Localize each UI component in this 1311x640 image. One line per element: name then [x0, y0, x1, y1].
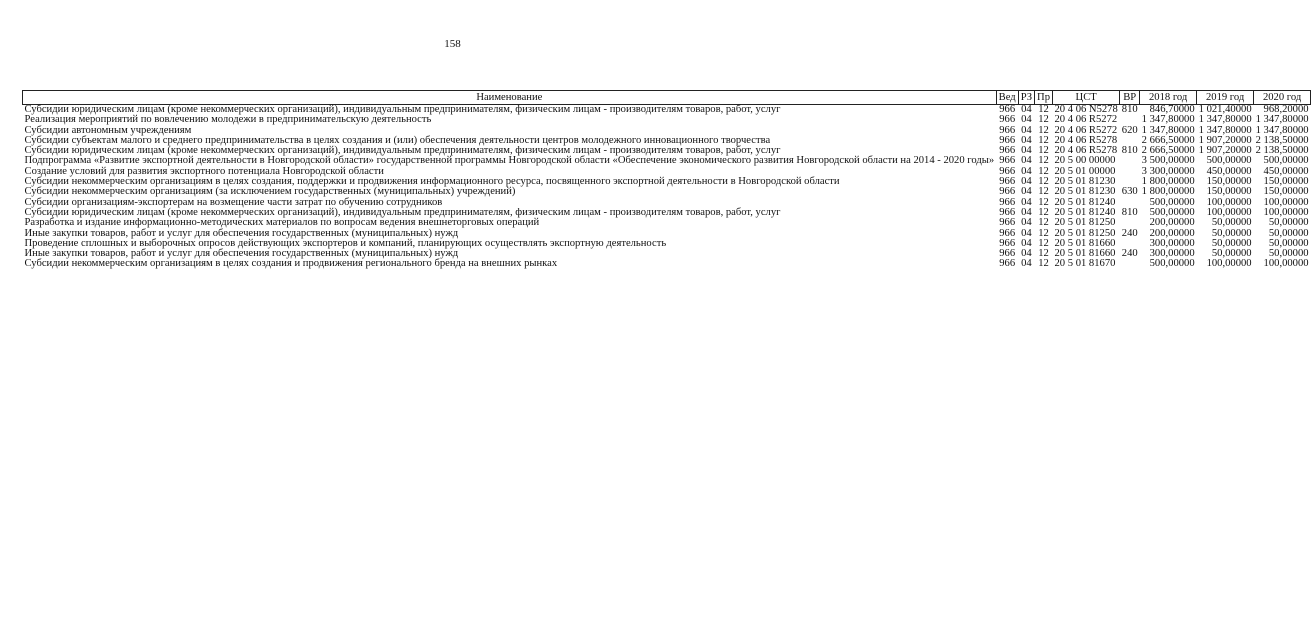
- row-2019: 100,00000: [1206, 206, 1252, 218]
- row-cst: 20 4 06 R5278: [1054, 134, 1118, 146]
- row-rz: 04: [1021, 114, 1032, 126]
- row-2019: 1 021,40000: [1198, 104, 1252, 115]
- row-pr: 12: [1038, 196, 1049, 208]
- header-pr: Пр: [1035, 91, 1053, 105]
- row-2019: 450,00000: [1206, 165, 1252, 177]
- row-pr: 12: [1038, 176, 1049, 188]
- row-cst: 20 5 01 81670: [1054, 258, 1116, 270]
- row-2019: 100,00000: [1206, 258, 1252, 270]
- row-rz: 04: [1021, 165, 1032, 177]
- row-name: Проведение сплошных и выборочных опросов действующих экспортеров и компаний, планирующих осуществлять экспортную деятельность: [24, 237, 667, 249]
- row-2019: 1 347,80000: [1198, 124, 1252, 136]
- row-vr: 810: [1121, 104, 1138, 115]
- row-name: Субсидии некоммерческим организациям в целях создания, поддержки и продвижения информационного ресурса, посвященного экспортной деятельности в Новгородской области: [24, 176, 840, 188]
- row-rz: 04: [1021, 227, 1032, 239]
- row-cst: 20 5 01 00000: [1054, 165, 1116, 177]
- row-ved: 966: [999, 227, 1016, 239]
- row-ved: 966: [999, 176, 1016, 188]
- row-rz: 04: [1021, 134, 1032, 146]
- row-ved: 966: [999, 165, 1016, 177]
- row-2018: 500,00000: [1149, 196, 1195, 208]
- row-2018: 1 347,80000: [1141, 124, 1195, 136]
- row-name: Субсидии субъектам малого и среднего предпринимательства в целях создания и (или) обеспечения деятельности центров молодежного инновационного творчества: [24, 134, 771, 146]
- row-vr: 630: [1121, 186, 1138, 198]
- row-name: Субсидии юридическим лицам (кроме некоммерческих организаций), индивидуальным предпринимателям, физическим лицам - производителям товаров, работ, услуг: [24, 206, 781, 218]
- row-name: Подпрограмма «Развитие экспортной деятельности в Новгородской области» государственной программы Новгородской области «Обеспечение экономического развития Новгородской области на 2014 - 2020 годы»: [24, 155, 995, 167]
- row-2019: 150,00000: [1206, 186, 1252, 198]
- row-vr: 810: [1121, 206, 1138, 218]
- row-cst: 20 5 01 81230: [1054, 176, 1116, 188]
- row-2020: 50,00000: [1268, 248, 1309, 260]
- row-2019: 1 907,20000: [1198, 145, 1252, 157]
- row-2019: 500,00000: [1206, 155, 1252, 167]
- row-2020: 50,00000: [1268, 227, 1309, 239]
- row-vr: 810: [1121, 145, 1138, 157]
- row-vr: [1120, 259, 1140, 269]
- row-name: Иные закупки товаров, работ и услуг для обеспечения государственных (муниципальных) нужд: [24, 227, 459, 239]
- row-ved: 966: [999, 217, 1016, 229]
- row-2020: 50,00000: [1268, 237, 1309, 249]
- row-pr: 12: [1038, 114, 1049, 126]
- row-2019: 1 347,80000: [1198, 114, 1252, 126]
- header-name: Наименование: [23, 91, 997, 105]
- row-name: Субсидии автономным учреждениям: [24, 124, 192, 136]
- row-cst: 20 5 01 81250: [1054, 227, 1116, 239]
- row-2019: 50,00000: [1211, 237, 1252, 249]
- row-name: Создание условий для развития экспортного потенциала Новгородской области: [24, 165, 384, 177]
- row-ved: 966: [999, 114, 1016, 126]
- table-row: [23, 115, 1311, 125]
- row-2018: 2 666,50000: [1141, 134, 1195, 146]
- row-pr: 12: [1038, 124, 1049, 136]
- row-pr: 12: [1038, 145, 1049, 157]
- row-2019: 50,00000: [1211, 217, 1252, 229]
- budget-table: [22, 90, 1311, 270]
- row-rz: 04: [1021, 155, 1032, 167]
- row-rz: 04: [1021, 186, 1032, 198]
- row-cst: 20 5 01 81230: [1054, 186, 1116, 198]
- row-rz: 04: [1021, 248, 1032, 260]
- table-row: [23, 259, 1311, 269]
- row-ved: 966: [999, 124, 1016, 136]
- row-2018: 3 300,00000: [1141, 165, 1195, 177]
- row-pr: 12: [1038, 206, 1049, 218]
- row-pr: 12: [1038, 217, 1049, 229]
- row-vr: 240: [1121, 227, 1138, 239]
- row-pr: 12: [1038, 104, 1049, 115]
- row-ved: 966: [999, 206, 1016, 218]
- row-ved: 966: [999, 104, 1016, 115]
- row-2020: 150,00000: [1263, 176, 1309, 188]
- row-rz: 04: [1021, 176, 1032, 188]
- header-cst: ЦСТ: [1053, 91, 1120, 105]
- row-vr: [1120, 156, 1140, 166]
- row-2018: 300,00000: [1149, 237, 1195, 249]
- row-ved: 966: [999, 155, 1016, 167]
- row-name: Субсидии некоммерческим организациям в целях создания и продвижения регионального бренда на внешних рынках: [24, 258, 558, 270]
- row-cst: 20 5 01 81240: [1054, 196, 1116, 208]
- row-name: Субсидии юридическим лицам (кроме некоммерческих организаций), индивидуальным предпринимателям, физическим лицам - производителям товаров, работ, услуг: [24, 145, 781, 157]
- row-name: Субсидии некоммерческим организациям (за исключением государственных (муниципальных) учреждений): [24, 186, 516, 198]
- row-2020: 2 138,50000: [1255, 134, 1309, 146]
- row-2020: 50,00000: [1268, 217, 1309, 229]
- table-header-row: [23, 91, 1311, 105]
- row-cst: 20 4 06 R5272: [1054, 124, 1118, 136]
- row-2020: 100,00000: [1263, 258, 1309, 270]
- row-pr: 12: [1038, 258, 1049, 270]
- row-2018: 1 800,00000: [1141, 176, 1195, 188]
- row-vr: 240: [1121, 248, 1138, 260]
- header-ved: Вед: [996, 91, 1018, 105]
- row-2020: 450,00000: [1263, 165, 1309, 177]
- row-2019: 100,00000: [1206, 196, 1252, 208]
- row-pr: 12: [1038, 248, 1049, 260]
- row-vr: [1120, 167, 1140, 177]
- row-name: Разработка и издание информационно-методических материалов по вопросам ведения внешнеторговых операций: [24, 217, 540, 229]
- row-2018: 200,00000: [1149, 227, 1195, 239]
- header-vr: ВР: [1120, 91, 1140, 105]
- row-2018: 200,00000: [1149, 217, 1195, 229]
- row-2020: 2 138,50000: [1255, 145, 1309, 157]
- row-pr: 12: [1038, 155, 1049, 167]
- row-2020: 500,00000: [1263, 155, 1309, 167]
- row-rz: 04: [1021, 237, 1032, 249]
- row-name: Иные закупки товаров, работ и услуг для обеспечения государственных (муниципальных) нужд: [24, 248, 459, 260]
- row-ved: 966: [999, 248, 1016, 260]
- row-rz: 04: [1021, 104, 1032, 115]
- row-cst: 20 4 06 N5278: [1054, 104, 1118, 115]
- row-ved: 966: [999, 186, 1016, 198]
- header-rz: РЗ: [1018, 91, 1034, 105]
- row-cst: 20 5 01 81250: [1054, 217, 1116, 229]
- header-2019: 2019 год: [1197, 91, 1254, 105]
- row-2018: 2 666,50000: [1141, 145, 1195, 157]
- row-2020: 1 347,80000: [1255, 114, 1309, 126]
- row-2020: 100,00000: [1263, 206, 1309, 218]
- row-pr: 12: [1038, 227, 1049, 239]
- row-rz: 04: [1021, 124, 1032, 136]
- row-cst: 20 5 01 81660: [1054, 248, 1116, 260]
- row-name: Субсидии юридическим лицам (кроме некоммерческих организаций), индивидуальным предпринимателям, физическим лицам - производителям товаров, работ, услуг: [24, 104, 781, 115]
- row-name: Субсидии организациям-экспортерам на возмещение части затрат по обучению сотрудников: [24, 196, 443, 208]
- row-rz: 04: [1021, 258, 1032, 270]
- row-2020: 968,20000: [1263, 104, 1309, 115]
- row-rz: 04: [1021, 145, 1032, 157]
- row-2018: 3 500,00000: [1141, 155, 1195, 167]
- row-cst: 20 5 01 81240: [1054, 206, 1116, 218]
- row-pr: 12: [1038, 186, 1049, 198]
- row-rz: 04: [1021, 217, 1032, 229]
- row-ved: 966: [999, 196, 1016, 208]
- row-2018: 1 347,80000: [1141, 114, 1195, 126]
- row-pr: 12: [1038, 134, 1049, 146]
- row-2018: 846,70000: [1149, 104, 1195, 115]
- header-2020: 2020 год: [1254, 91, 1311, 105]
- row-ved: 966: [999, 258, 1016, 270]
- row-cst: 20 5 01 81660: [1054, 237, 1116, 249]
- row-vr: 620: [1121, 124, 1138, 136]
- row-ved: 966: [999, 145, 1016, 157]
- row-2020: 100,00000: [1263, 196, 1309, 208]
- row-2020: 1 347,80000: [1255, 124, 1309, 136]
- row-2019: 1 907,20000: [1198, 134, 1252, 146]
- row-2019: 50,00000: [1211, 248, 1252, 260]
- row-2018: 500,00000: [1149, 206, 1195, 218]
- row-2019: 50,00000: [1211, 227, 1252, 239]
- row-2018: 300,00000: [1149, 248, 1195, 260]
- row-ved: 966: [999, 237, 1016, 249]
- row-2020: 150,00000: [1263, 186, 1309, 198]
- row-cst: 20 4 06 R5272: [1054, 114, 1118, 126]
- header-2018: 2018 год: [1140, 91, 1197, 105]
- row-2018: 1 800,00000: [1141, 186, 1195, 198]
- row-ved: 966: [999, 134, 1016, 146]
- row-cst: 20 5 00 00000: [1054, 155, 1116, 167]
- row-pr: 12: [1038, 165, 1049, 177]
- page-number: 158: [444, 38, 461, 50]
- row-rz: 04: [1021, 196, 1032, 208]
- row-pr: 12: [1038, 237, 1049, 249]
- row-2019: 150,00000: [1206, 176, 1252, 188]
- row-cst: 20 4 06 R5278: [1054, 145, 1118, 157]
- row-2018: 500,00000: [1149, 258, 1195, 270]
- row-rz: 04: [1021, 206, 1032, 218]
- row-name: Реализация мероприятий по вовлечению молодежи в предпринимательскую деятельность: [24, 114, 432, 126]
